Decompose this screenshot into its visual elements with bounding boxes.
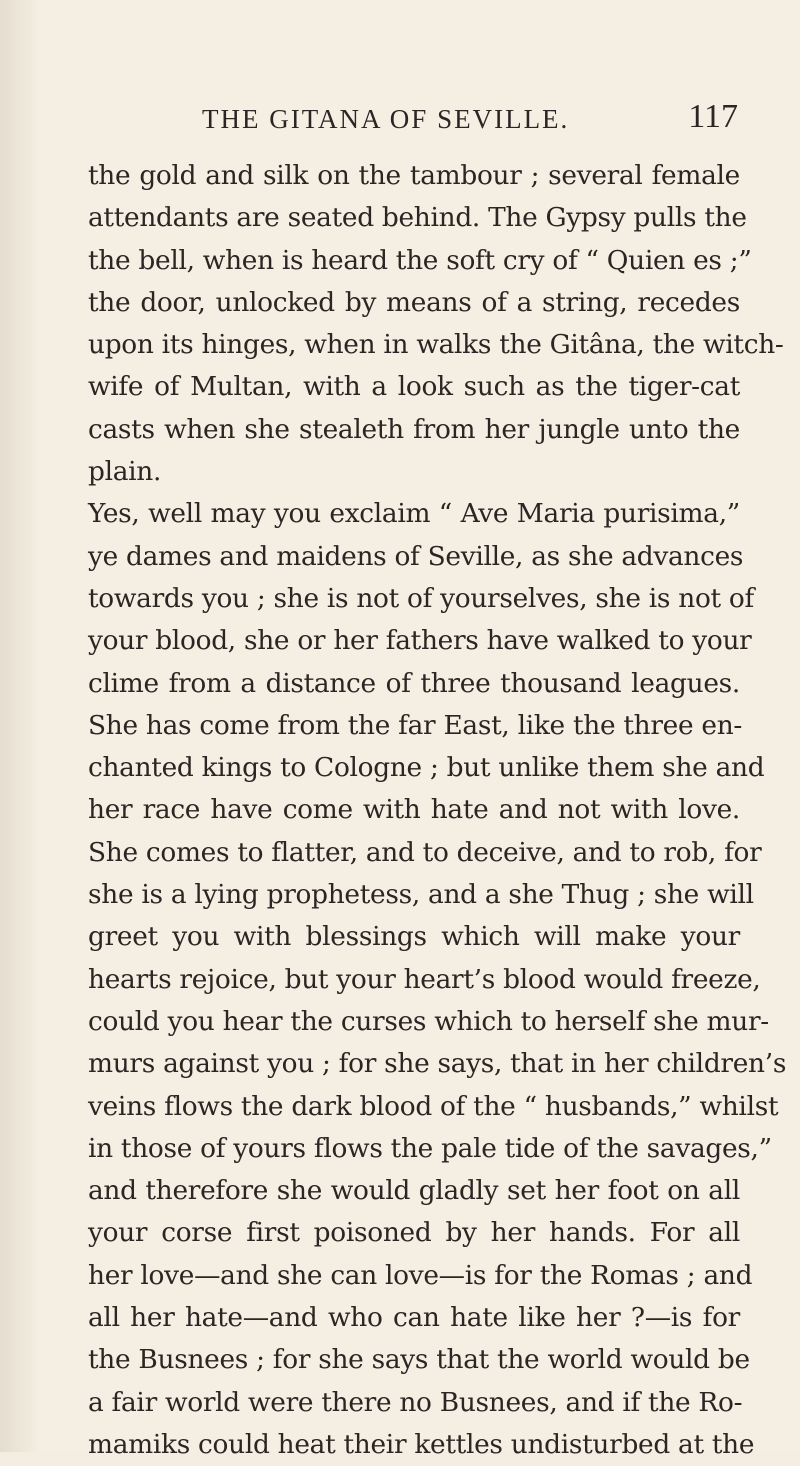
running-title: THE GITANA OF SEVILLE. xyxy=(202,104,570,134)
text-line: clime from a distance of three thousand leagues. xyxy=(88,667,740,699)
text-line: plain. xyxy=(88,456,162,488)
text-line: towards you ; she is not of yourselves, she is not of xyxy=(88,582,754,614)
text-line: the door, unlocked by means of a string, recedes xyxy=(88,286,740,318)
text-line: and therefore she would gladly set her foot on all xyxy=(88,1175,740,1207)
text-line: your blood, she or her fathers have walked to your xyxy=(88,625,752,657)
body-text xyxy=(88,155,787,1466)
text-line: wife of Multan, with a look such as the tiger-cat xyxy=(88,371,740,403)
text-line: could you hear the curses which to herself she mur- xyxy=(88,1005,769,1037)
text-line: the Busnees ; for she says that the world would be xyxy=(88,1344,750,1376)
text-line: all her hate—and who can hate like her ?—is for xyxy=(88,1302,740,1334)
text-line: She comes to flatter, and to deceive, and to rob, for xyxy=(88,836,762,868)
text-line: Yes, well may you exclaim “ Ave Maria purisima,” xyxy=(88,498,740,530)
text-line: a fair world were there no Busnees, and if the Ro- xyxy=(88,1386,743,1418)
text-line: in those of yours flows the pale tide of the savages,” xyxy=(88,1132,772,1164)
text-line: her love—and she can love—is for the Romas ; and xyxy=(88,1259,753,1291)
text-line: the gold and silk on the tambour ; several female xyxy=(88,160,740,191)
text-line: her race have come with hate and not with love. xyxy=(88,794,740,826)
text-line: the bell, when is heard the soft cry of “ Quien es ;” xyxy=(88,244,752,276)
text-line: murs against you ; for she says, that in her children’s xyxy=(88,1048,787,1080)
text-line: mamiks could heat their kettles undisturbed at the xyxy=(88,1428,755,1460)
running-head xyxy=(202,98,738,138)
text-line: She has come from the far East, like the three en- xyxy=(88,709,743,741)
text-line: your corse first poisoned by her hands. For all xyxy=(88,1217,740,1249)
text-line: ye dames and maidens of Seville, as she advances xyxy=(88,540,744,572)
text-line: greet you with blessings which will make your xyxy=(88,921,740,953)
text-line: upon its hinges, when in walks the Gitâna, the witch- xyxy=(88,329,784,361)
text-line: attendants are seated behind. The Gypsy pulls the xyxy=(88,202,747,234)
text-line: chanted kings to Cologne ; but unlike them she and xyxy=(88,752,765,784)
text-line: veins flows the dark blood of the “ husbands,” whilst xyxy=(88,1090,779,1122)
text-line: casts when she stealeth from her jungle unto the xyxy=(88,413,740,445)
page-number: 117 xyxy=(688,98,738,135)
text-line: she is a lying prophetess, and a she Thug ; she will xyxy=(88,879,754,911)
text-line: hearts rejoice, but your heart’s blood would freeze, xyxy=(88,963,761,995)
